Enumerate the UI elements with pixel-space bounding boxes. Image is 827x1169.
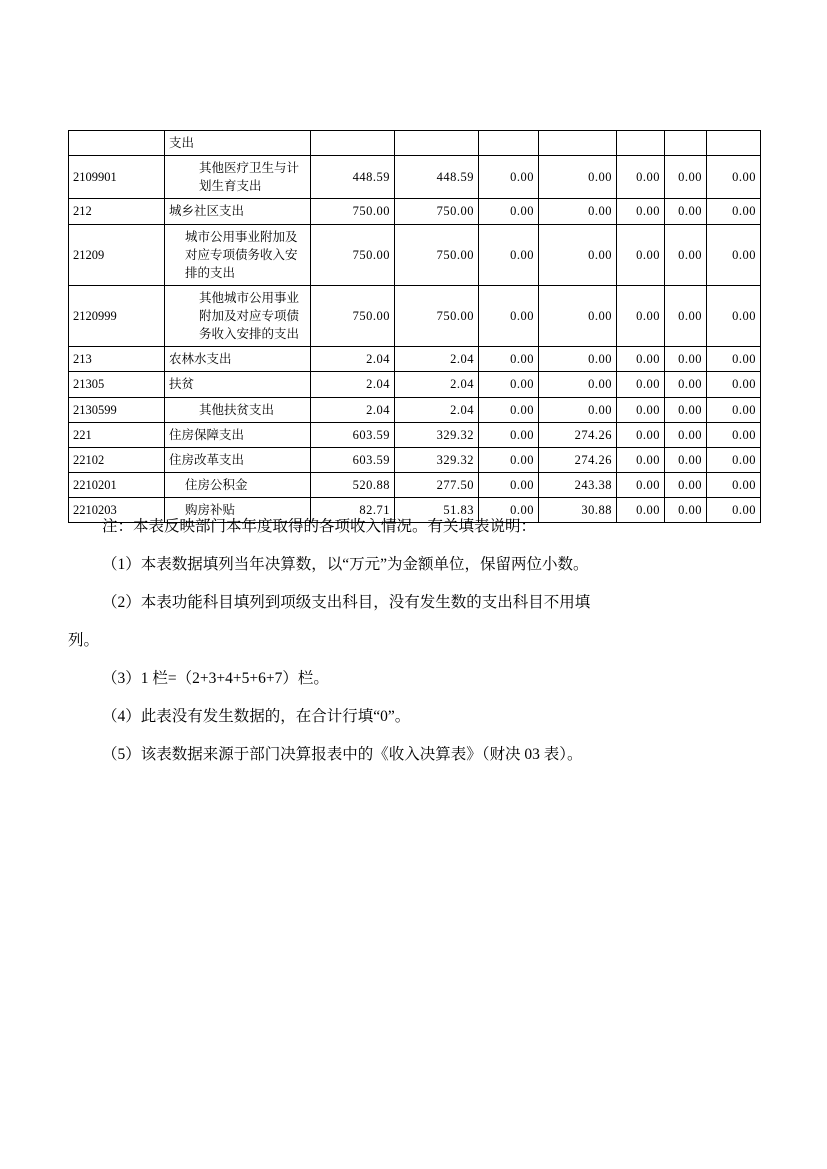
cell-code [69,131,165,156]
cell-value [707,131,761,156]
cell-value: 0.00 [617,422,665,447]
cell-name: 扶贫 [165,372,311,397]
cell-value: 750.00 [395,199,479,224]
cell-code: 21305 [69,372,165,397]
cell-value: 0.00 [665,422,707,447]
cell-value: 0.00 [707,156,761,199]
note-item-5: （5）该表数据来源于部门决算报表中的《收入决算表》（财决 03 表）。 [102,745,583,763]
cell-value: 0.00 [539,224,617,285]
cell-code: 2130599 [69,397,165,422]
cell-value: 0.00 [707,347,761,372]
cell-value: 2.04 [311,347,395,372]
cell-value: 448.59 [311,156,395,199]
cell-value [665,131,707,156]
cell-name: 购房补贴 [165,498,311,523]
cell-value: 603.59 [311,422,395,447]
cell-name: 城市公用事业附加及对应专项债务收入安排的支出 [165,224,311,285]
cell-name: 住房保障支出 [165,422,311,447]
table-row [69,199,761,224]
table-row [69,397,761,422]
cell-value: 0.00 [479,372,539,397]
table-row [69,447,761,472]
table-row [69,472,761,497]
cell-value: 0.00 [707,199,761,224]
cell-value: 0.00 [707,498,761,523]
cell-value: 2.04 [395,397,479,422]
cell-name: 城乡社区支出 [165,199,311,224]
cell-value: 0.00 [665,447,707,472]
cell-value: 0.00 [665,498,707,523]
cell-value [311,131,395,156]
cell-value: 0.00 [479,447,539,472]
cell-value: 0.00 [665,156,707,199]
cell-value: 0.00 [479,472,539,497]
cell-value: 0.00 [479,224,539,285]
cell-value: 0.00 [707,285,761,346]
cell-name: 住房改革支出 [165,447,311,472]
cell-value: 329.32 [395,422,479,447]
cell-value: 0.00 [665,199,707,224]
cell-value: 0.00 [479,347,539,372]
cell-value: 0.00 [479,498,539,523]
cell-value: 30.88 [539,498,617,523]
cell-value: 2.04 [395,347,479,372]
note-item-3: （3）1 栏=（2+3+4+5+6+7）栏。 [102,669,329,687]
cell-value: 0.00 [665,347,707,372]
cell-value: 0.00 [617,372,665,397]
cell-value: 750.00 [311,285,395,346]
cell-value: 0.00 [707,422,761,447]
cell-value: 274.26 [539,422,617,447]
table-row [69,285,761,346]
cell-value: 0.00 [479,156,539,199]
note-item-1: （1）本表数据填列当年决算数，以“万元”为金额单位，保留两位小数。 [102,555,589,573]
budget-table-container [68,130,760,523]
cell-value: 750.00 [395,285,479,346]
cell-value: 274.26 [539,447,617,472]
cell-value [479,131,539,156]
cell-value: 2.04 [395,372,479,397]
note-item-2-line2: 列。 [68,631,100,649]
cell-value: 0.00 [539,397,617,422]
cell-name: 支出 [165,131,311,156]
cell-code: 2109901 [69,156,165,199]
cell-value: 0.00 [707,224,761,285]
cell-code: 21209 [69,224,165,285]
cell-value: 0.00 [617,285,665,346]
cell-value: 0.00 [539,156,617,199]
cell-value: 750.00 [395,224,479,285]
table-notes [68,508,768,774]
cell-name: 其他城市公用事业附加及对应专项债务收入安排的支出 [165,285,311,346]
cell-value: 0.00 [539,347,617,372]
cell-name: 农林水支出 [165,347,311,372]
table-row [69,372,761,397]
cell-value: 0.00 [617,397,665,422]
notes-intro: 注：本表反映部门本年度取得的各项收入情况。有关填表说明： [102,518,537,535]
cell-value: 0.00 [617,347,665,372]
cell-code: 221 [69,422,165,447]
cell-value: 0.00 [479,397,539,422]
cell-value: 0.00 [665,397,707,422]
cell-value: 0.00 [479,285,539,346]
cell-value [539,131,617,156]
cell-value: 0.00 [617,472,665,497]
table-row [69,422,761,447]
cell-value: 0.00 [617,199,665,224]
cell-value: 51.83 [395,498,479,523]
cell-value: 0.00 [665,285,707,346]
cell-value: 0.00 [479,422,539,447]
cell-value: 0.00 [665,472,707,497]
cell-code: 212 [69,199,165,224]
table-row [69,131,761,156]
cell-value: 0.00 [665,224,707,285]
cell-value: 0.00 [617,447,665,472]
cell-value: 2.04 [311,397,395,422]
cell-value: 750.00 [311,199,395,224]
cell-value: 603.59 [311,447,395,472]
expenditure-table [68,130,761,523]
cell-value: 0.00 [539,372,617,397]
cell-code: 2210203 [69,498,165,523]
cell-code: 2120999 [69,285,165,346]
cell-code: 213 [69,347,165,372]
cell-value: 0.00 [707,472,761,497]
table-row [69,224,761,285]
cell-value: 520.88 [311,472,395,497]
cell-value: 2.04 [311,372,395,397]
cell-value: 0.00 [617,224,665,285]
cell-value: 0.00 [707,447,761,472]
note-item-4: （4）此表没有发生数据的，在合计行填“0”。 [102,707,411,725]
note-item-2-line1: （2）本表功能科目填列到项级支出科目，没有发生数的支出科目不用填 [102,593,591,611]
cell-value: 0.00 [707,397,761,422]
cell-value: 329.32 [395,447,479,472]
cell-value: 0.00 [707,372,761,397]
table-body [69,131,761,523]
cell-value: 0.00 [479,199,539,224]
cell-value: 0.00 [539,285,617,346]
table-row [69,347,761,372]
cell-name: 其他医疗卫生与计划生育支出 [165,156,311,199]
cell-value: 0.00 [617,498,665,523]
cell-value [617,131,665,156]
cell-code: 22102 [69,447,165,472]
cell-value: 0.00 [617,156,665,199]
cell-value: 243.38 [539,472,617,497]
cell-value: 448.59 [395,156,479,199]
cell-value: 82.71 [311,498,395,523]
cell-value: 277.50 [395,472,479,497]
cell-name: 住房公积金 [165,472,311,497]
cell-value: 0.00 [665,372,707,397]
cell-name: 其他扶贫支出 [165,397,311,422]
table-row [69,156,761,199]
cell-value: 750.00 [311,224,395,285]
cell-value [395,131,479,156]
cell-value: 0.00 [539,199,617,224]
cell-code: 2210201 [69,472,165,497]
